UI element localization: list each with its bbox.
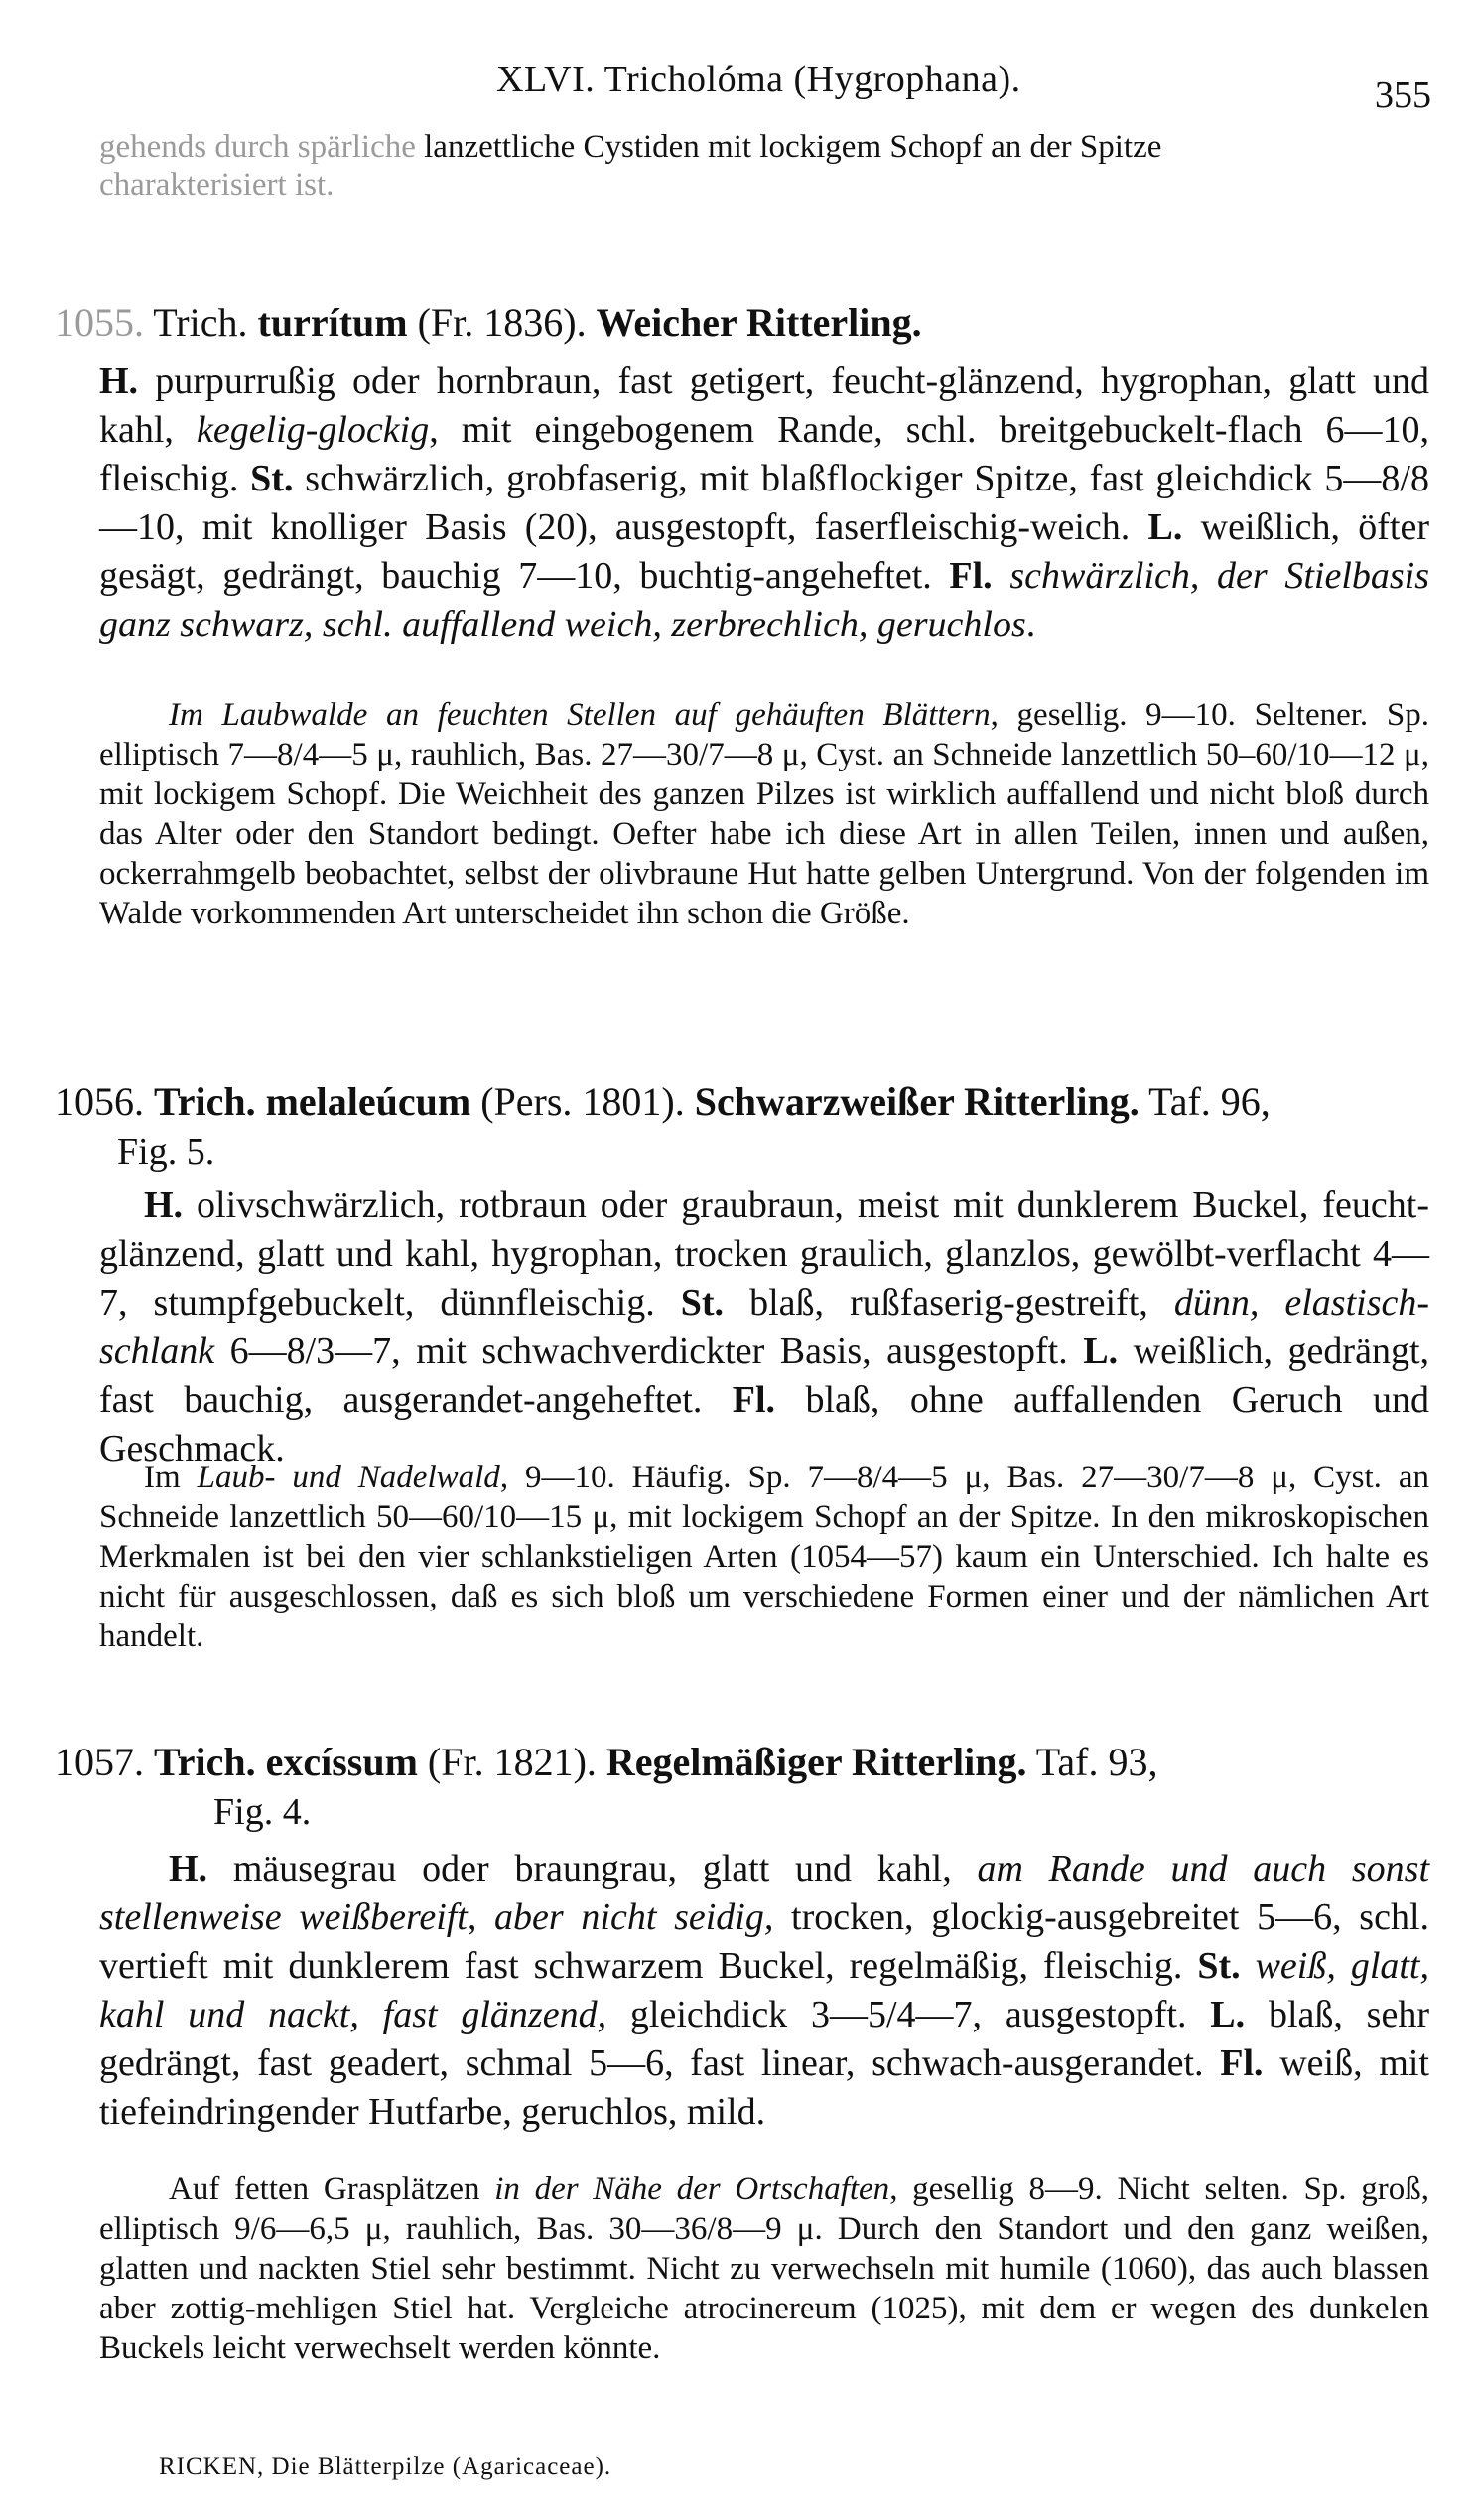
field-label: Fl. <box>1220 2042 1264 2084</box>
running-title: XLVI. Tricholóma (Hygrophana). <box>496 59 1021 100</box>
field-label: H. <box>169 1848 208 1890</box>
text-run: , mit eingebogenem Rande, schl. breitgebuckelt-flach 6—10, fleischig. <box>99 409 1429 499</box>
text-run: , gesellig 8—9. Nicht selten. Sp. groß, elliptisch 9/6—6,5 μ, rauhlich, Bas. 30—36/8—9 μ. Durch den Standort und den ganz weißen, glatten und nackten Stiel sehr bestimmt. Nicht zu verwechseln mit humile (1060), das auch blassen aber zottig-mehligen Stiel hat. Vergleiche atrocinereum (1025), mit dem er wegen des dunkelen Buckels leicht verwechselt werden könnte. <box>99 2171 1430 2366</box>
emphasized-text: in der Nähe der Ortschaften <box>494 2171 890 2207</box>
continuation-text: lanzettliche Cystiden mit lockigem Schopf an der Spitze <box>424 129 1162 165</box>
entry-plate: Taf. 93, <box>1035 1740 1158 1784</box>
field-label: St. <box>1197 1945 1241 1987</box>
emphasized-text: am Rande und auch sonst stellenweise weißbereift, aber nicht seidig, <box>99 1848 1430 1938</box>
entry-authority: (Pers. 1801). <box>480 1079 685 1124</box>
entry-1056-notes <box>99 1458 1429 1656</box>
text-run: Im <box>144 1460 198 1495</box>
entry-common-name: Regelmäßiger Ritterling. <box>605 1740 1027 1784</box>
field-label: H. <box>99 360 139 402</box>
field-label: H. <box>144 1185 184 1226</box>
entry-species: turrítum <box>257 300 408 345</box>
text-run: olivschwärzlich, rotbraun oder graubraun, meist mit dunklerem Buckel, feucht-glänzend, glatt und kahl, hygrophan, trocken graulich, glanzlos, gewölbt-verflacht 4—7, stumpfgebuckelt, dünnfleischig. <box>99 1185 1429 1324</box>
text-run: blaß, sehr gedrängt, fast geadert, schmal 5—6, fast linear, schwach-ausgerandet. <box>99 1994 1429 2084</box>
emphasized-text: schl. <box>322 604 393 645</box>
entry-1055-description <box>99 357 1429 649</box>
field-label: Fl. <box>732 1379 776 1421</box>
text-run <box>393 604 403 645</box>
field-label: L. <box>1147 506 1183 548</box>
emphasized-text: auffallend weich, zerbrechlich, geruchlos <box>402 604 1026 645</box>
field-label: L. <box>1210 1994 1246 2035</box>
text-run: , 9—10. Häufig. Sp. 7—8/4—5 μ, Bas. 27—30/7—8 μ, Cyst. an Schneide lanzettlich 50—60/10—15 μ, mit lockigem Schopf an der Spitze. In den mikroskopischen Merkmalen ist bei den vier schlankstieligen Arten (1054—57) kaum ein Unterschied. Ich halte es nicht für ausgeschlossen, daß es sich bloß um verschiedene Formen einer und der nämlichen Art handelt. <box>99 1460 1429 1654</box>
entry-genus: Trich. <box>154 1079 256 1124</box>
entry-1056-figure: Fig. 5. <box>117 1131 215 1173</box>
text-run: gleichdick 3—5/4—7, ausgestopft. <box>606 1994 1211 2035</box>
page-footer: RICKEN, Die Blätterpilze (Agaricaceae). <box>159 2453 612 2480</box>
entry-1056-description <box>99 1182 1429 1473</box>
field-label: St. <box>680 1282 725 1324</box>
entry-species: melaleúcum <box>265 1079 471 1124</box>
entry-species: excíssum <box>265 1740 418 1784</box>
entry-number: 1056. <box>55 1079 144 1124</box>
emphasized-text: Laub- und Nadelwald <box>197 1460 500 1495</box>
entry-number: 1055. <box>55 300 144 345</box>
text-run: , gesellig. 9—10. Seltener. Sp. elliptisch 7—8/4—5 μ, rauhlich, Bas. 27—30/7—8 μ, Cyst. an Schneide lanzettlich 50–60/10—12 μ, mit lockigem Schopf. Die Weichheit des ganzen Pilzes ist wirklich auffallend und nicht bloß durch das Alter oder den Standort bedingt. Oefter habe ich diese Art in allen Teilen, innen und außen, ockerrahmgelb beobachtet, selbst der olivbraune Hut hatte gelben Untergrund. Von der folgenden im Walde vorkommenden Art unterscheidet ihn schon die Größe. <box>99 697 1430 931</box>
entry-1057-figure: Fig. 4. <box>213 1791 312 1833</box>
description-paragraph <box>99 1182 1429 1473</box>
field-label: L. <box>1083 1330 1119 1372</box>
text-run: Auf fetten Grasplätzen <box>169 2171 495 2207</box>
text-run: 6—8/3—7, mit schwachverdickter Basis, ausgestopft. <box>214 1330 1084 1372</box>
continuation-line-1 <box>99 127 1161 167</box>
entry-authority: (Fr. 1836). <box>417 300 587 345</box>
description-paragraph <box>99 357 1429 649</box>
entry-common-name: Weicher Ritterling. <box>596 300 922 345</box>
text-run: blaß, ohne auffallenden Geruch und Geschmack. <box>99 1379 1429 1470</box>
description-paragraph <box>99 1845 1429 2137</box>
entry-1057-description <box>99 1845 1429 2137</box>
entry-genus: Trich. <box>153 300 248 345</box>
entry-authority: (Fr. 1821). <box>427 1740 597 1784</box>
continuation-line-2: charakterisiert ist. <box>99 167 335 203</box>
text-run: schwärzlich, grobfaserig, mit blaßflockiger Spitze, fast gleichdick 5—8/8—10, mit knolliger Basis (20), ausgestopft, faserfleischig-weich. <box>99 458 1429 548</box>
emphasized-text: kegelig-glockig <box>196 409 430 451</box>
notes-paragraph <box>99 695 1429 933</box>
entry-genus: Trich. <box>154 1740 256 1784</box>
text-run: weiß, mit tiefeindringender Hutfarbe, geruchlos, mild. <box>99 2042 1429 2133</box>
text-run <box>993 555 1010 597</box>
field-label: Fl. <box>949 555 993 597</box>
entry-1055-notes <box>99 695 1429 933</box>
text-run: purpurrußig oder hornbraun, fast getigert, feucht-glänzend, hygrophan, glatt und kahl, <box>99 360 1429 451</box>
entry-1056-heading <box>55 1077 1444 1127</box>
text-run: . <box>1025 604 1036 645</box>
entry-1057-notes <box>99 2170 1429 2368</box>
entry-common-name: Schwarzweißer Ritterling. <box>694 1079 1140 1124</box>
page-header <box>0 50 1475 119</box>
entry-1055-heading <box>55 298 1444 348</box>
emphasized-text: dünn, elastisch-schlank <box>99 1282 1430 1372</box>
notes-paragraph <box>99 2170 1429 2368</box>
page-number: 355 <box>1375 74 1431 116</box>
entry-plate: Taf. 96, <box>1148 1079 1271 1124</box>
text-run: blaß, rußfaserig-gestreift, <box>724 1282 1174 1324</box>
field-label: St. <box>250 458 294 499</box>
continuation-faded-text: gehends durch spärliche <box>99 129 416 165</box>
emphasized-text: weiß, glatt, kahl und nackt, fast glänzend, <box>99 1945 1429 2035</box>
notes-paragraph <box>99 1458 1429 1656</box>
text-run: mäusegrau oder braungrau, glatt und kahl, <box>207 1848 978 1890</box>
text-run: weißlich, gedrängt, fast bauchig, ausgerandet-angeheftet. <box>99 1330 1429 1421</box>
emphasized-text: schwärzlich, der Stielbasis ganz schwarz, <box>99 555 1430 645</box>
text-run <box>1241 1945 1256 1987</box>
entry-1057-heading <box>55 1738 1444 1787</box>
text-run: weißlich, öfter gesägt, gedrängt, bauchig 7—10, buchtig-angeheftet. <box>99 506 1429 597</box>
entry-number: 1057. <box>55 1740 144 1784</box>
emphasized-text: Im Laubwalde an feuchten Stellen auf gehäuften Blättern <box>169 697 991 733</box>
text-run: trocken, glockig-ausgebreitet 5—6, schl. vertieft mit dunklerem fast schwarzem Buckel, regelmäßig, fleischig. <box>99 1896 1430 1987</box>
text-run <box>313 604 323 645</box>
